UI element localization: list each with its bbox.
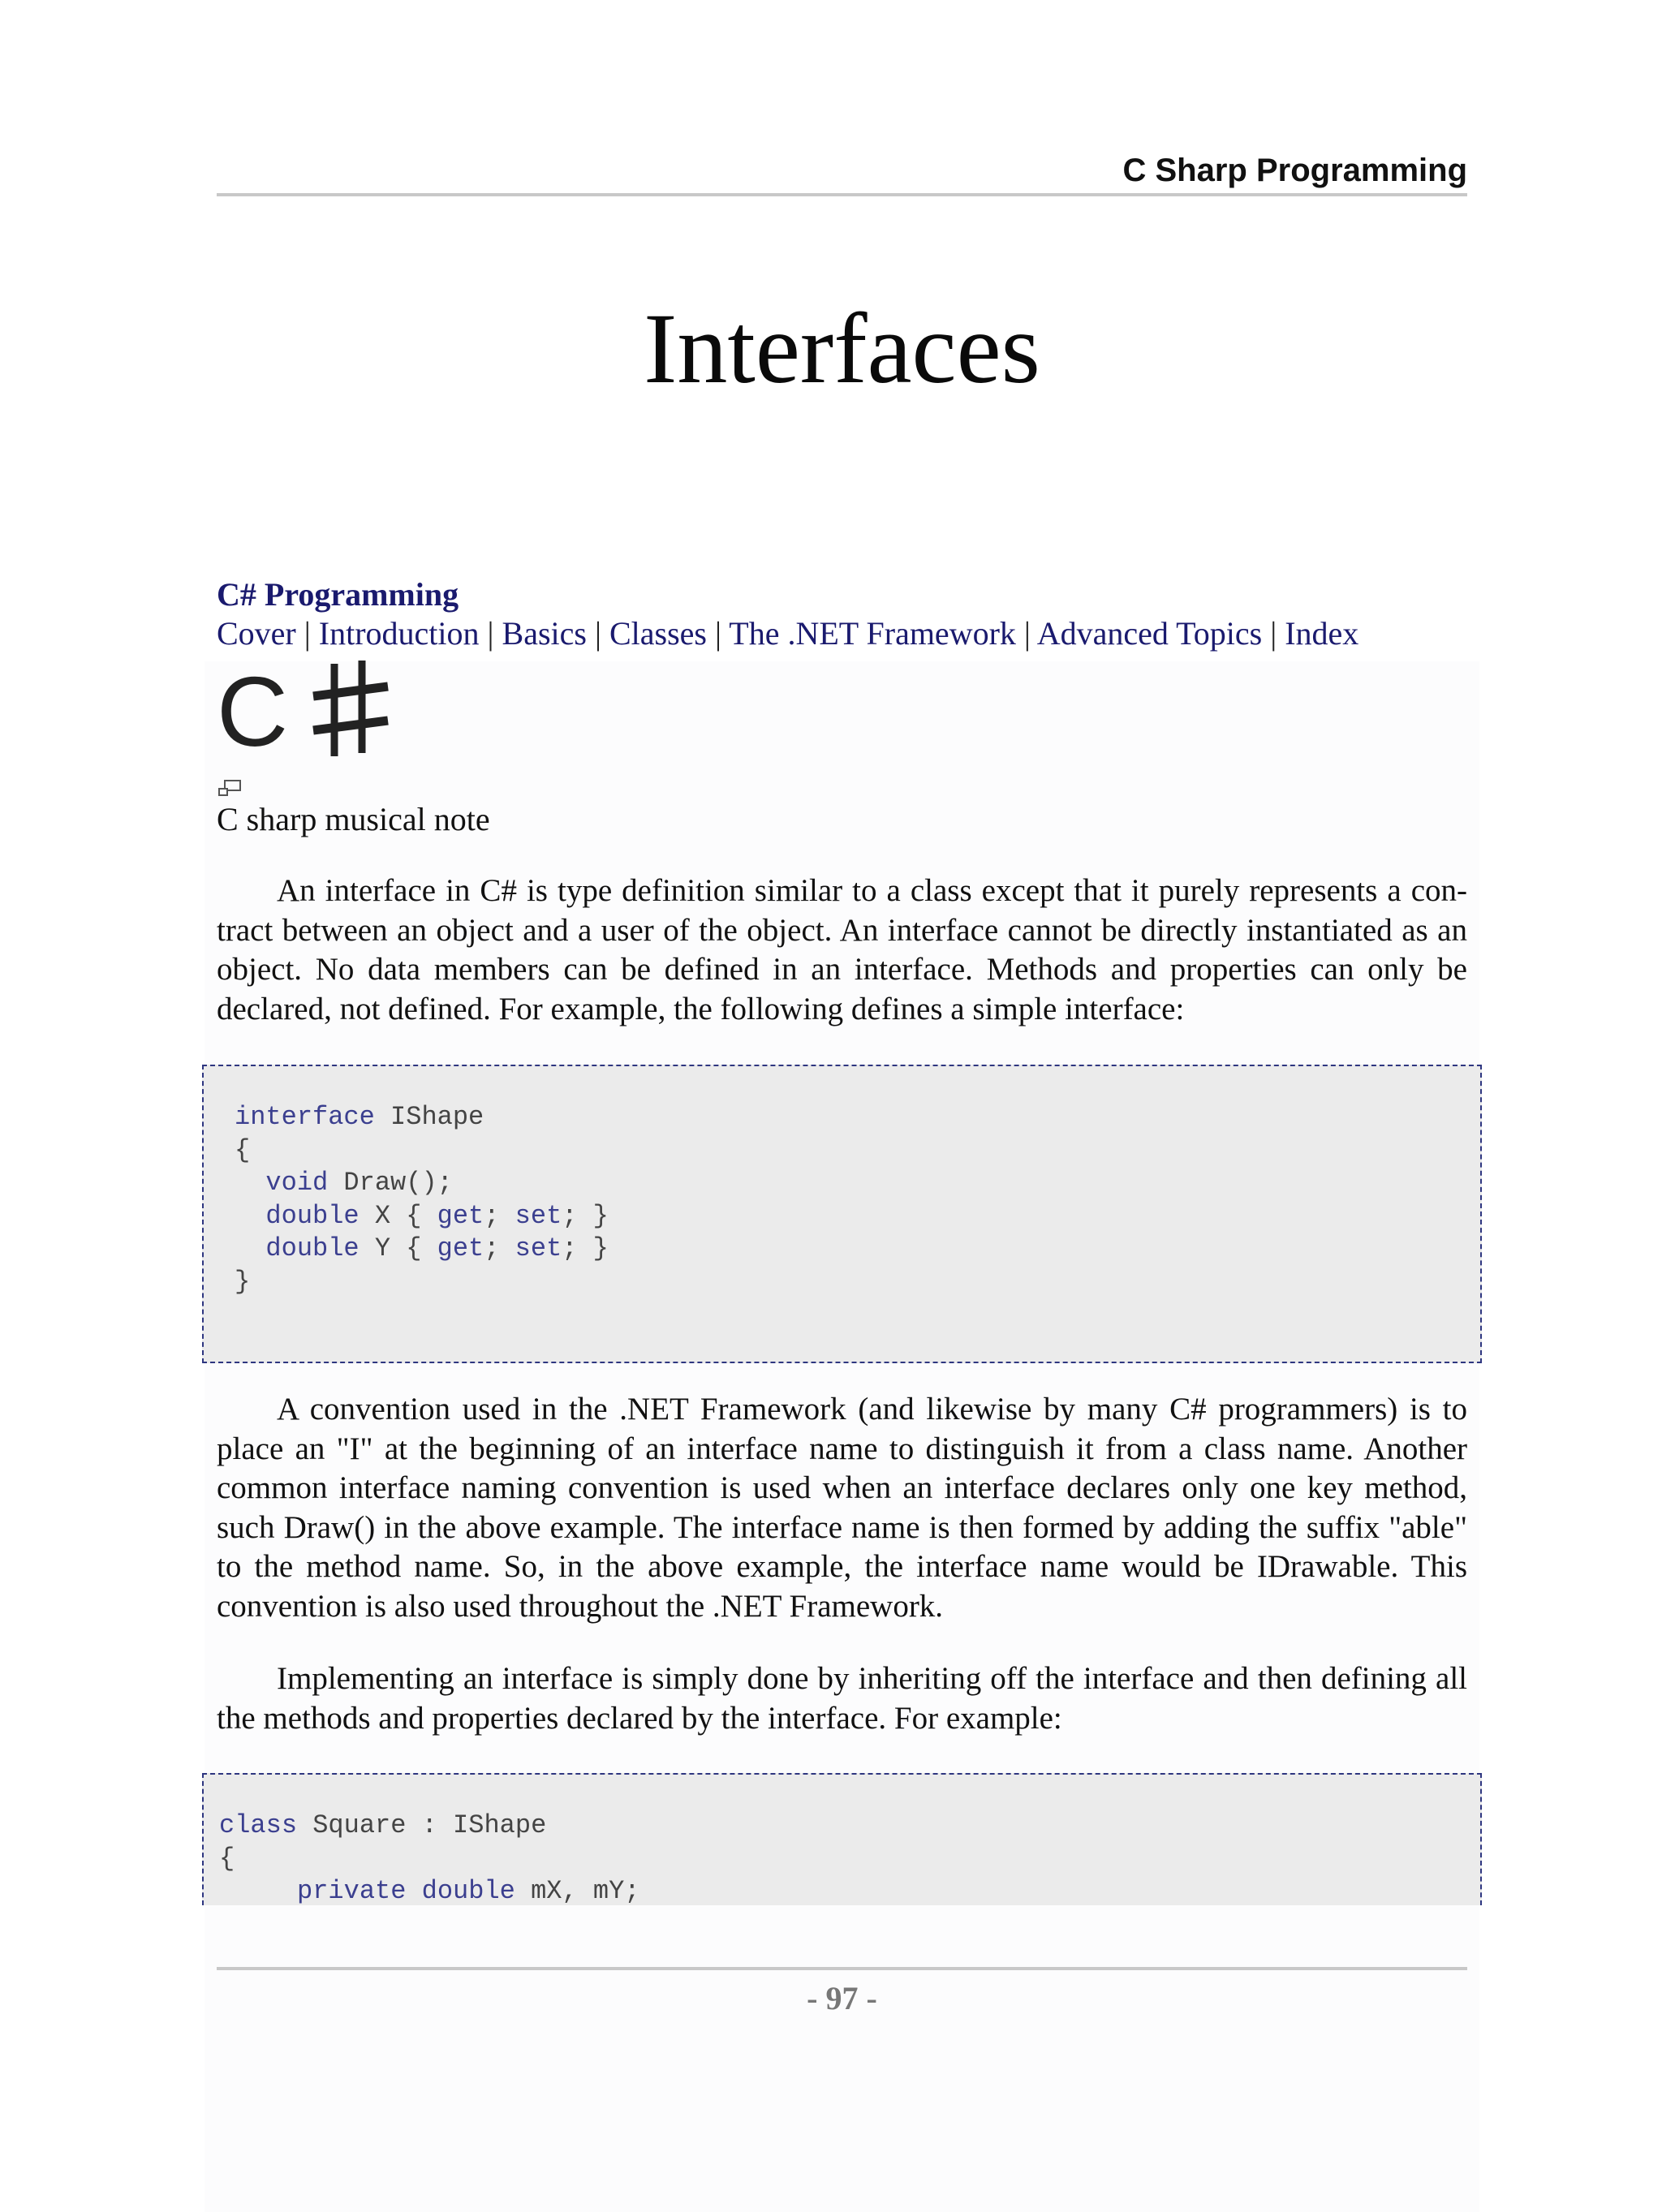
code-text: { <box>235 1134 251 1165</box>
nav-heading: C# Programming <box>217 576 459 613</box>
code-keyword: interface <box>235 1102 375 1132</box>
code-text: { <box>219 1843 235 1874</box>
code-text: } <box>235 1266 251 1297</box>
nav-separator: | <box>304 615 311 652</box>
page-number: - 97 - <box>807 1980 877 2016</box>
csharp-logo[interactable] <box>217 656 289 767</box>
nav-separator: | <box>714 615 721 652</box>
nav-separator: | <box>1270 615 1277 652</box>
code-line <box>219 1844 235 1874</box>
code-line <box>219 1876 639 1906</box>
nav-link-classes[interactable]: Classes <box>609 615 707 652</box>
code-line <box>235 1135 250 1165</box>
code-keyword: double <box>421 1876 515 1906</box>
code-keyword: double <box>265 1233 360 1263</box>
code-keyword: class <box>219 1810 298 1840</box>
code-text: ; } <box>562 1200 609 1231</box>
code-line <box>219 1810 546 1840</box>
nav-separator: | <box>487 615 494 652</box>
code-text: ; <box>484 1200 515 1231</box>
code-text: mX, mY; <box>515 1876 640 1906</box>
code-text: Y { <box>359 1233 437 1263</box>
code-keyword: void <box>265 1168 329 1198</box>
nav-link-dotnet-framework[interactable]: The .NET Framework <box>729 615 1016 652</box>
nav-separator: | <box>594 615 601 652</box>
header-rule <box>217 193 1467 196</box>
code-text: X { <box>359 1200 437 1231</box>
sharp-sign-icon <box>310 659 391 760</box>
code-keyword: get <box>437 1233 484 1263</box>
code-line <box>235 1102 484 1132</box>
paragraph-intro: An interface in C# is type definition similar to a class except that it purely represents a con-tract between an object and a user of the object. An interface cannot be directly instantiated as an object. No data members can be defined in an interface. Methods and properties can only be declared, not defined. For example, the following defines a simple interface: <box>217 873 1467 1026</box>
code-line <box>235 1168 453 1198</box>
code-text: ; } <box>562 1233 609 1263</box>
code-text: ; <box>484 1233 515 1263</box>
paragraph-naming-convention: A convention used in the .NET Framework (and likewise by many C# programmers) is to place an "I" at the beginning of an interface name to distinguish it from a class name. Another common interface naming convention is used when an interface declares only one key method, such Draw() in the above example. The interface name is then formed by adding the suffix "able" to the method name. So, in the above example, the interface name would be IDrawable. This convention is also used throughout the .NET Framework. <box>217 1392 1467 1624</box>
nav-link-basics[interactable]: Basics <box>502 615 587 652</box>
nav-separator: | <box>1023 615 1031 652</box>
code-keyword: private <box>297 1876 407 1906</box>
code-line <box>235 1267 250 1297</box>
breadcrumb-nav <box>217 613 1358 654</box>
code-keyword: set <box>515 1200 562 1231</box>
code-text: IShape <box>374 1102 484 1132</box>
footer-rule <box>217 1967 1467 1970</box>
code-line <box>235 1201 609 1231</box>
code-text: Draw(); <box>328 1168 453 1198</box>
nav-link-advanced-topics[interactable]: Advanced Topics <box>1036 615 1263 652</box>
page-title: Interfaces <box>644 293 1040 404</box>
logo-letter: C <box>217 656 289 767</box>
code-keyword: set <box>515 1233 562 1263</box>
paragraph-implementing: Implementing an interface is simply done by inheriting off the interface and then defining all the methods and properties declared by the interface. For example: <box>217 1661 1467 1736</box>
code-text <box>406 1876 421 1906</box>
running-header: C Sharp Programming <box>1122 153 1467 188</box>
code-block-square <box>202 1773 1482 1905</box>
code-block-ishape <box>202 1065 1482 1363</box>
code-keyword: get <box>437 1200 484 1231</box>
code-text: Square : IShape <box>297 1810 547 1840</box>
image-caption: C sharp musical note <box>217 801 490 837</box>
code-keyword: double <box>265 1200 360 1231</box>
nav-link-index[interactable]: Index <box>1285 615 1359 652</box>
enlarge-icon[interactable] <box>217 779 242 797</box>
nav-link-introduction[interactable]: Introduction <box>318 615 480 652</box>
code-line <box>235 1233 609 1263</box>
nav-link-cover[interactable]: Cover <box>217 615 296 652</box>
